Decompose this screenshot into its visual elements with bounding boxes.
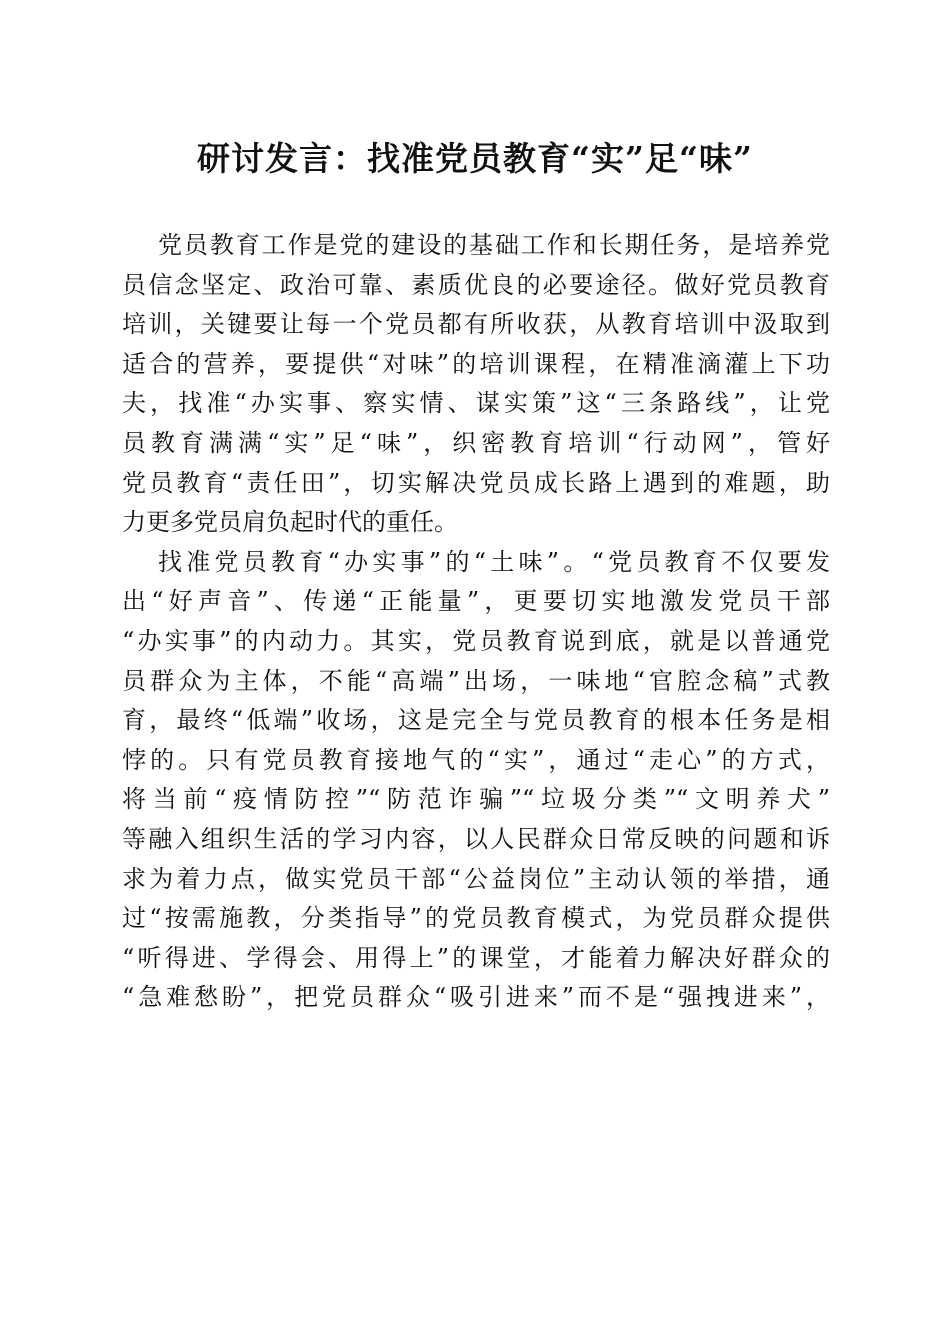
paragraph-line: 等融入组织生活的学习内容，以人民群众日常反映的问题和诉 xyxy=(122,824,830,853)
paragraph-line: 悖的。只有党员教育接地气的“实”，通过“走心”的方式， xyxy=(122,745,830,774)
paragraph-line: 党员教育“责任田”，切实解决党员成长路上遇到的难题，助 xyxy=(122,468,830,497)
paragraph-2 xyxy=(122,543,830,1018)
paragraph-line: 适合的营养，要提供“对味”的培训课程，在精准滴灌上下功 xyxy=(122,349,830,378)
document-body xyxy=(122,226,830,1018)
paragraph-line: 夫，找准“办实事、察实情、谋实策”这“三条路线”，让党 xyxy=(122,389,830,418)
paragraph-line: 求为着力点，做实党员干部“公益岗位”主动认领的举措，通 xyxy=(122,864,830,893)
paragraph-line: 员教育满满“实”足“味”，织密教育培训“行动网”，管好 xyxy=(122,428,830,457)
paragraph-line: 党员教育工作是党的建设的基础工作和长期任务，是培养党 xyxy=(158,231,830,259)
paragraph-line: 出“好声音”、传递“正能量”，更要切实地激发党员干部 xyxy=(122,587,830,616)
paragraph-line: 力更多党员肩负起时代的重任。 xyxy=(122,508,458,537)
paragraph-1 xyxy=(122,226,830,543)
document-title: 研讨发言：找准党员教育“实”足“味” xyxy=(197,139,753,178)
paragraph-line: 育，最终“低端”收场，这是完全与党员教育的根本任务是相 xyxy=(122,706,830,735)
paragraph-line: 将当前“疫情防控”“防范诈骗”“垃圾分类”“文明养犬” xyxy=(122,785,830,814)
paragraph-line: 过“按需施教，分类指导”的党员教育模式，为党员群众提供 xyxy=(122,904,830,933)
paragraph-line: “听得进、学得会、用得上”的课堂，才能着力解决好群众的 xyxy=(122,943,830,972)
paragraph-line: 员信念坚定、政治可靠、素质优良的必要途径。做好党员教育 xyxy=(122,270,830,299)
paragraph-line: 员群众为主体，不能“高端”出场，一味地“官腔念稿”式教 xyxy=(122,666,830,695)
paragraph-line: “急难愁盼”，把党员群众“吸引进来”而不是“强拽进来”， xyxy=(122,983,830,1012)
paragraph-line: 培训，关键要让每一个党员都有所收获，从教育培训中汲取到 xyxy=(122,310,830,339)
paragraph-line: 找准党员教育“办实事”的“土味”。“党员教育不仅要发 xyxy=(158,547,830,576)
paragraph-line: “办实事”的内动力。其实，党员教育说到底，就是以普通党 xyxy=(122,626,830,655)
